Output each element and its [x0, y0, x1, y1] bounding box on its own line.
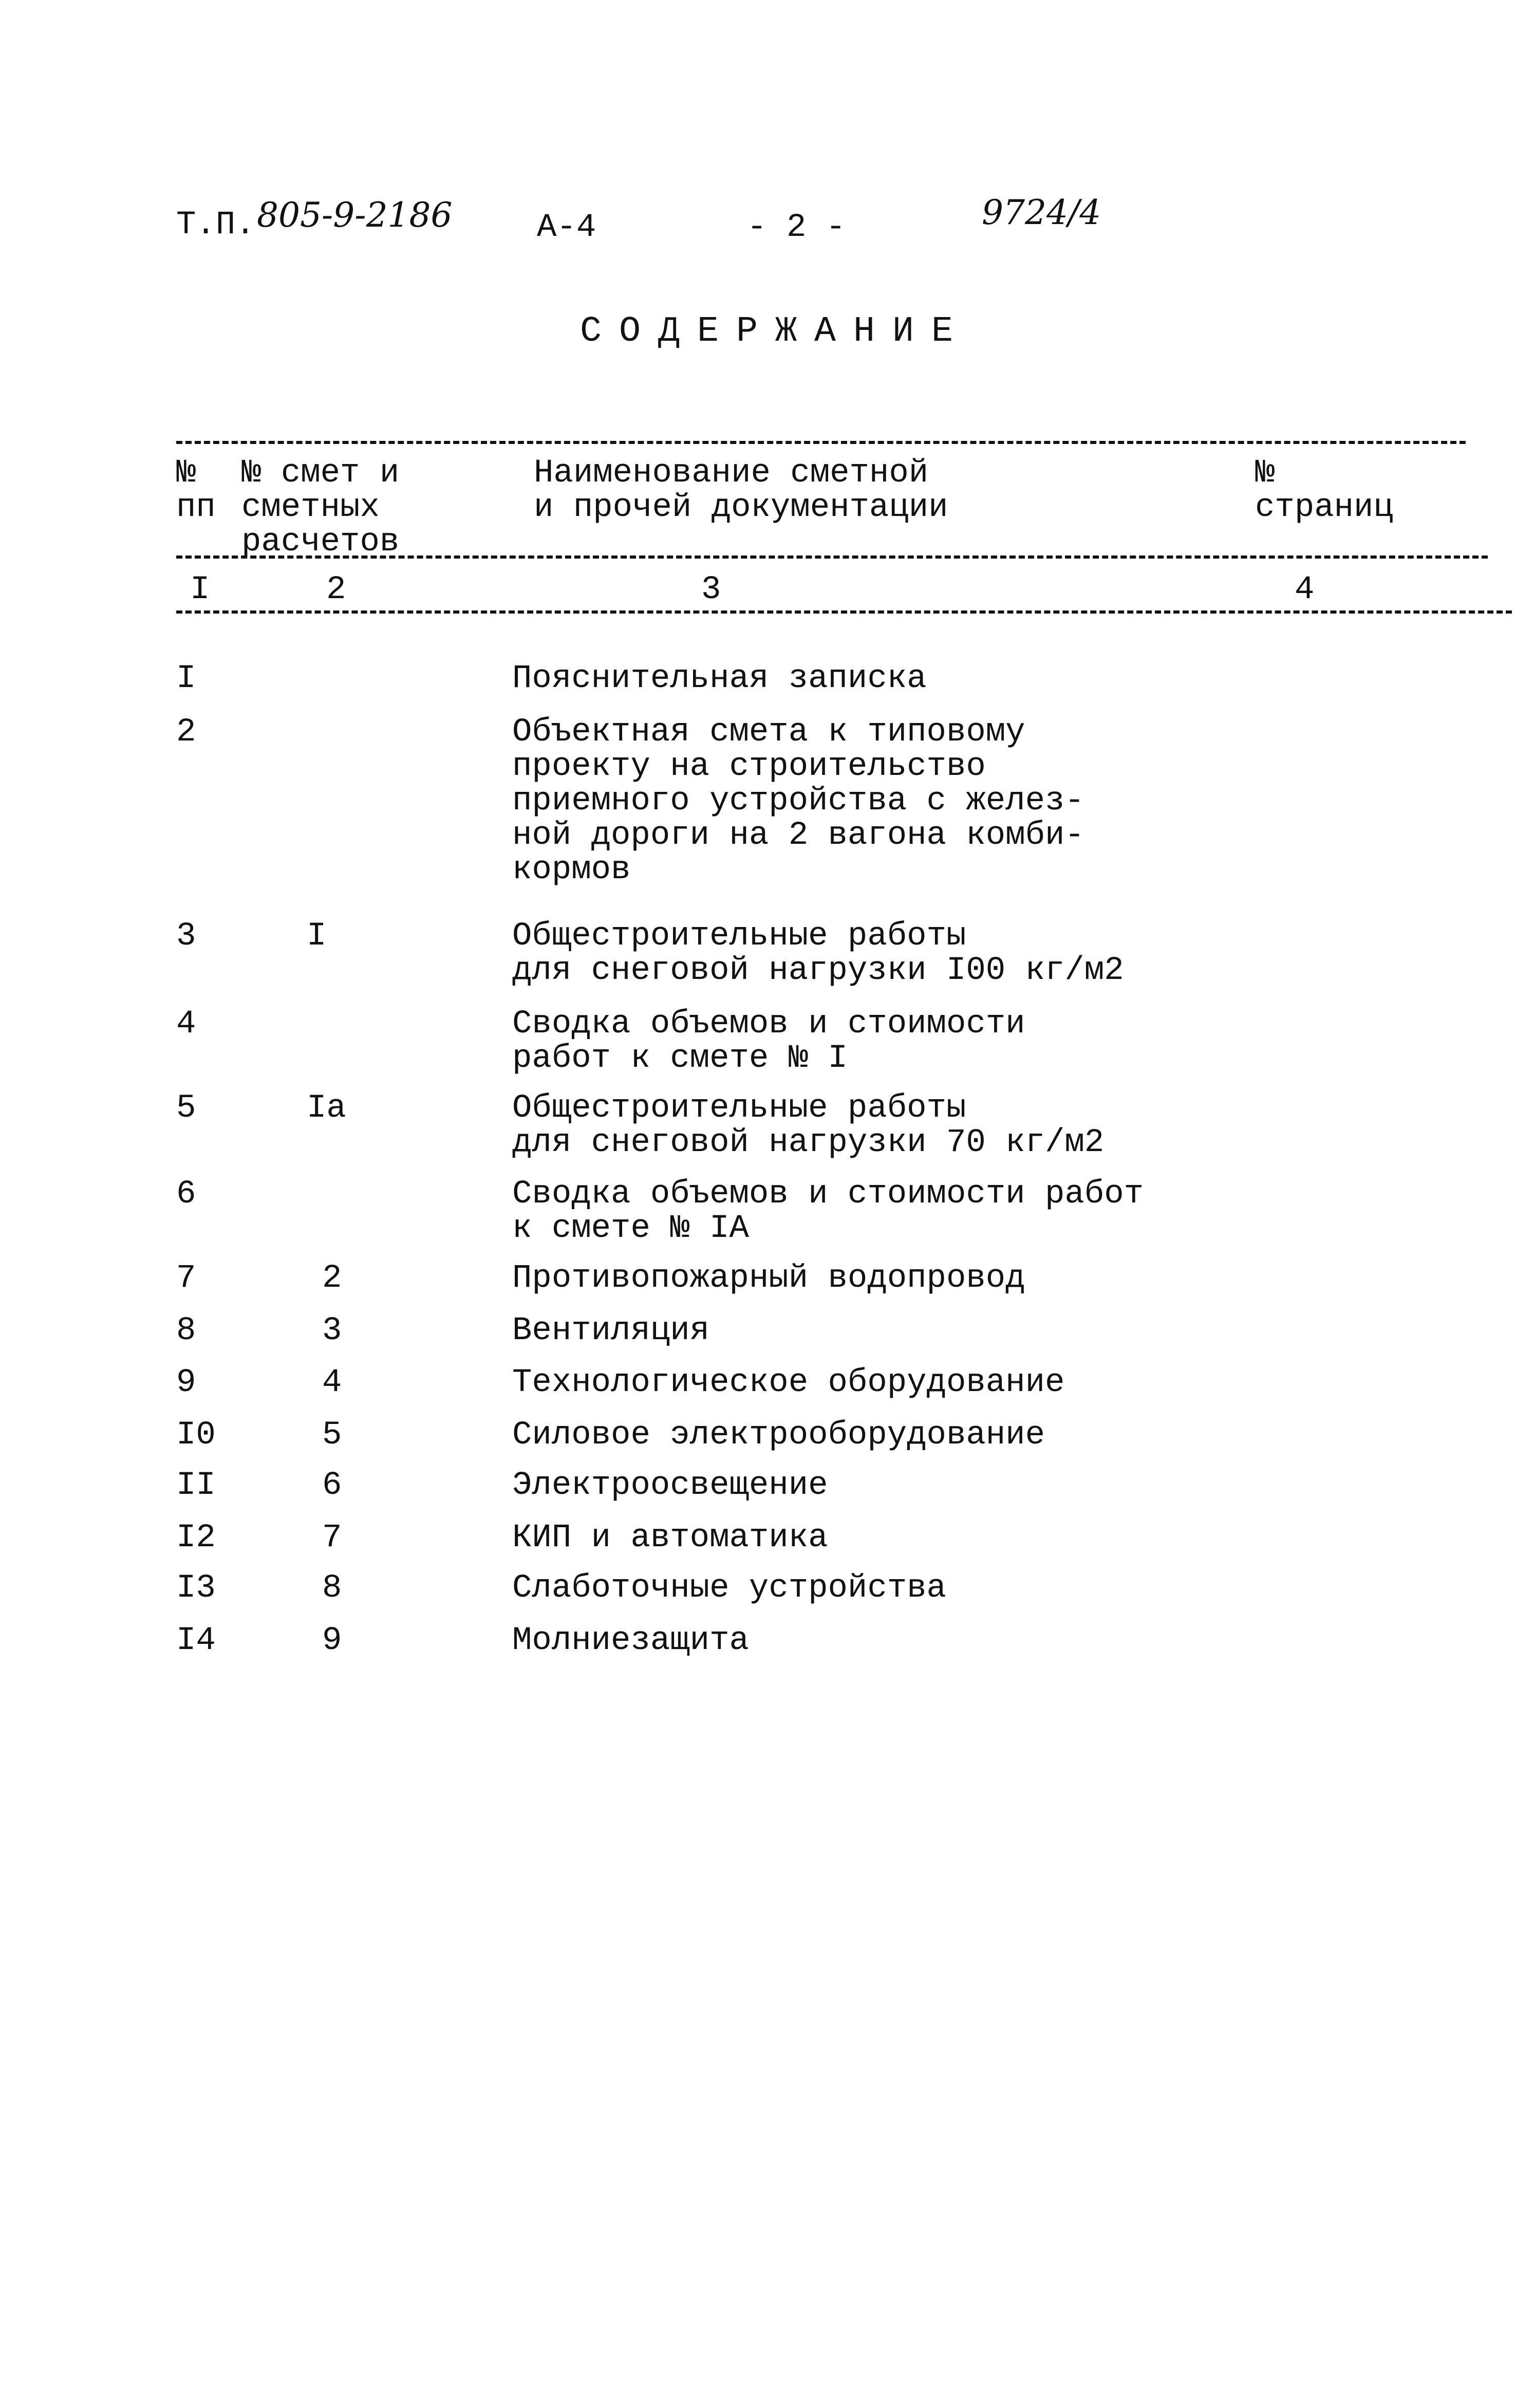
tp-prefix: Т.П. [176, 207, 255, 244]
row-number: 2 [176, 714, 196, 751]
divider [176, 441, 1466, 444]
row-number: II [176, 1467, 216, 1504]
row-name: Сводка объемов и стоимости работ к смете № I [512, 1006, 1025, 1077]
row-number: 3 [176, 918, 196, 955]
inventory-number: 9724/4 [982, 193, 1101, 232]
col-number-index: I [190, 571, 210, 608]
row-estimate: 2 [322, 1260, 342, 1297]
row-number: I0 [176, 1417, 216, 1454]
divider [176, 555, 1488, 559]
row-estimate: 5 [322, 1417, 342, 1454]
project-number: 805-9-2186 [257, 195, 453, 235]
col-number-index: 4 [1295, 571, 1315, 608]
row-estimate: 4 [322, 1364, 342, 1401]
divider [176, 610, 1512, 614]
col-header-number: № пп [176, 455, 216, 526]
row-number: 4 [176, 1006, 196, 1043]
row-estimate: 3 [322, 1312, 342, 1349]
col-header-name: Наименование сметной и прочей документации [534, 455, 948, 526]
row-estimate: 6 [322, 1467, 342, 1504]
row-number: I [176, 660, 196, 697]
row-name: КИП и автоматика [512, 1520, 828, 1557]
row-name: Объектная смета к типовому проекту на строительство приемного устройства с желез- ной дороги на 2 вагона комби- кормов [512, 714, 1084, 888]
row-estimate: 9 [322, 1622, 342, 1659]
row-estimate: Iа [307, 1090, 346, 1127]
row-name: Силовое электрооборудование [512, 1417, 1045, 1454]
page-number: - 2 - [747, 209, 846, 246]
row-number: 9 [176, 1364, 196, 1401]
row-name: Общестроительные работы для снеговой нагрузки 70 кг/м2 [512, 1090, 1105, 1161]
row-name: Общестроительные работы для снеговой нагрузки I00 кг/м2 [512, 918, 1124, 989]
row-estimate: 8 [322, 1570, 342, 1607]
row-estimate: I [307, 918, 327, 955]
row-name: Противопожарный водопровод [512, 1260, 1025, 1297]
row-number: I3 [176, 1570, 216, 1607]
row-number: I4 [176, 1622, 216, 1659]
col-header-estimate: № смет и сметных расчетов [241, 455, 400, 561]
row-name: Сводка объемов и стоимости работ к смете № IА [512, 1176, 1144, 1247]
col-number-index: 3 [701, 571, 721, 608]
col-header-pages: № страниц [1255, 455, 1393, 526]
row-name: Пояснительная записка [512, 660, 927, 697]
row-name: Технологическое оборудование [512, 1364, 1065, 1401]
col-number-index: 2 [326, 571, 346, 608]
row-number: I2 [176, 1520, 216, 1557]
page-title: СОДЕРЖАНИЕ [580, 311, 971, 352]
row-name: Молниезащита [512, 1622, 749, 1659]
row-number: 5 [176, 1090, 196, 1127]
row-number: 6 [176, 1176, 196, 1213]
row-number: 7 [176, 1260, 196, 1297]
row-number: 8 [176, 1312, 196, 1349]
row-name: Вентиляция [512, 1312, 710, 1349]
row-name: Электроосвещение [512, 1467, 828, 1504]
row-name: Слаботочные устройства [512, 1570, 946, 1607]
album-number: А-4 [537, 209, 596, 246]
row-estimate: 7 [322, 1520, 342, 1557]
